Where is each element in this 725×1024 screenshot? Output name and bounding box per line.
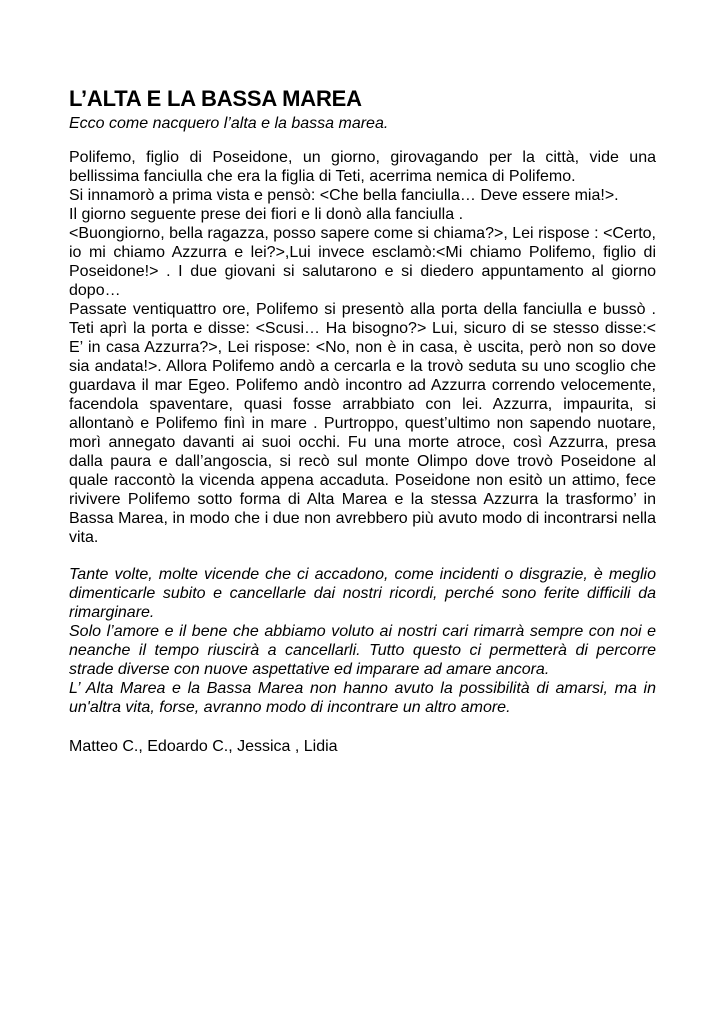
story-paragraph: <Buongiorno, bella ragazza, posso sapere come si chiama?>, Lei rispose : <Certo, io mi chiamo Azzurra e lei?>,Lui invece esclamò:<Mi chiamo Polifemo, figlio di Poseidone!> . I due giovani si salutarono e si diedero appuntamento al giorno dopo… <box>69 225 656 299</box>
moral-paragraph: L’ Alta Marea e la Bassa Marea non hanno avuto la possibilità di amarsi, ma in un'altra vita, forse, avranno modo di incontrare un altro amore. <box>69 680 656 716</box>
moral-section <box>69 565 656 717</box>
document-subtitle: Ecco come nacquero l’alta e la bassa marea. <box>69 115 389 132</box>
story-paragraph: Polifemo, figlio di Poseidone, un giorno, girovagando per la città, vide una bellissima fanciulla che era la figlia di Teti, acerrima nemica di Polifemo. <box>69 149 656 185</box>
authors-line: Matteo C., Edoardo C., Jessica , Lidia <box>69 738 338 755</box>
story-paragraph: Il giorno seguente prese dei fiori e li donò alla fanciulla . <box>69 206 464 223</box>
document-page <box>69 86 656 756</box>
story-paragraph: Passate ventiquattro ore, Polifemo si presentò alla porta della fanciulla e bussò . Teti aprì la porta e disse: <Scusi… Ha bisogno?> Lui, sicuro di se stesso disse:< E’ in casa Azzurra?>, Lei rispose: <No, non è in casa, è uscita, però non so dove sia andata!>. Allora Polifemo andò a cercarla e la trovò seduta su uno scoglio che guardava il mar Egeo. Polifemo andò incontro ad Azzurra correndo velocemente, facendola spaventare, quasi fosse arrabbiato con lei. Azzurra, impaurita, si allontanò e Polifemo finì in mare . Purtroppo, quest’ultimo non sapendo nuotare, morì annegato davanti ai suoi occhi. Fu una morte atroce, così Azzurra, presa dalla paura e dall’angoscia, si recò sul monte Olimpo dove trovò Poseidone al quale raccontò la vicenda appena accaduta. Poseidone non esitò un attimo, fece rivivere Polifemo sotto forma di Alta Marea e la stessa Azzurra la trasformo’ in Bassa Marea, in modo che i due non avrebbero più avuto modo di incontrarsi nella vita. <box>69 301 656 546</box>
story-section <box>69 148 656 547</box>
moral-paragraph: Solo l’amore e il bene che abbiamo voluto ai nostri cari rimarrà sempre con noi e neanche il tempo riuscirà a cancellarli. Tutto questo ci permetterà di percorre strade diverse con nuove aspettative ed imparare ad amare ancora. <box>69 623 656 678</box>
document-title: L’ALTA E LA BASSA MAREA <box>69 86 362 111</box>
story-paragraph: Si innamorò a prima vista e pensò: <Che bella fanciulla… Deve essere mia!>. <box>69 187 619 204</box>
moral-paragraph: Tante volte, molte vicende che ci accadono, come incidenti o disgrazie, è meglio dimenticarle subito e cancellarle dai nostri ricordi, perché sono ferite difficili da rimarginare. <box>69 566 656 621</box>
